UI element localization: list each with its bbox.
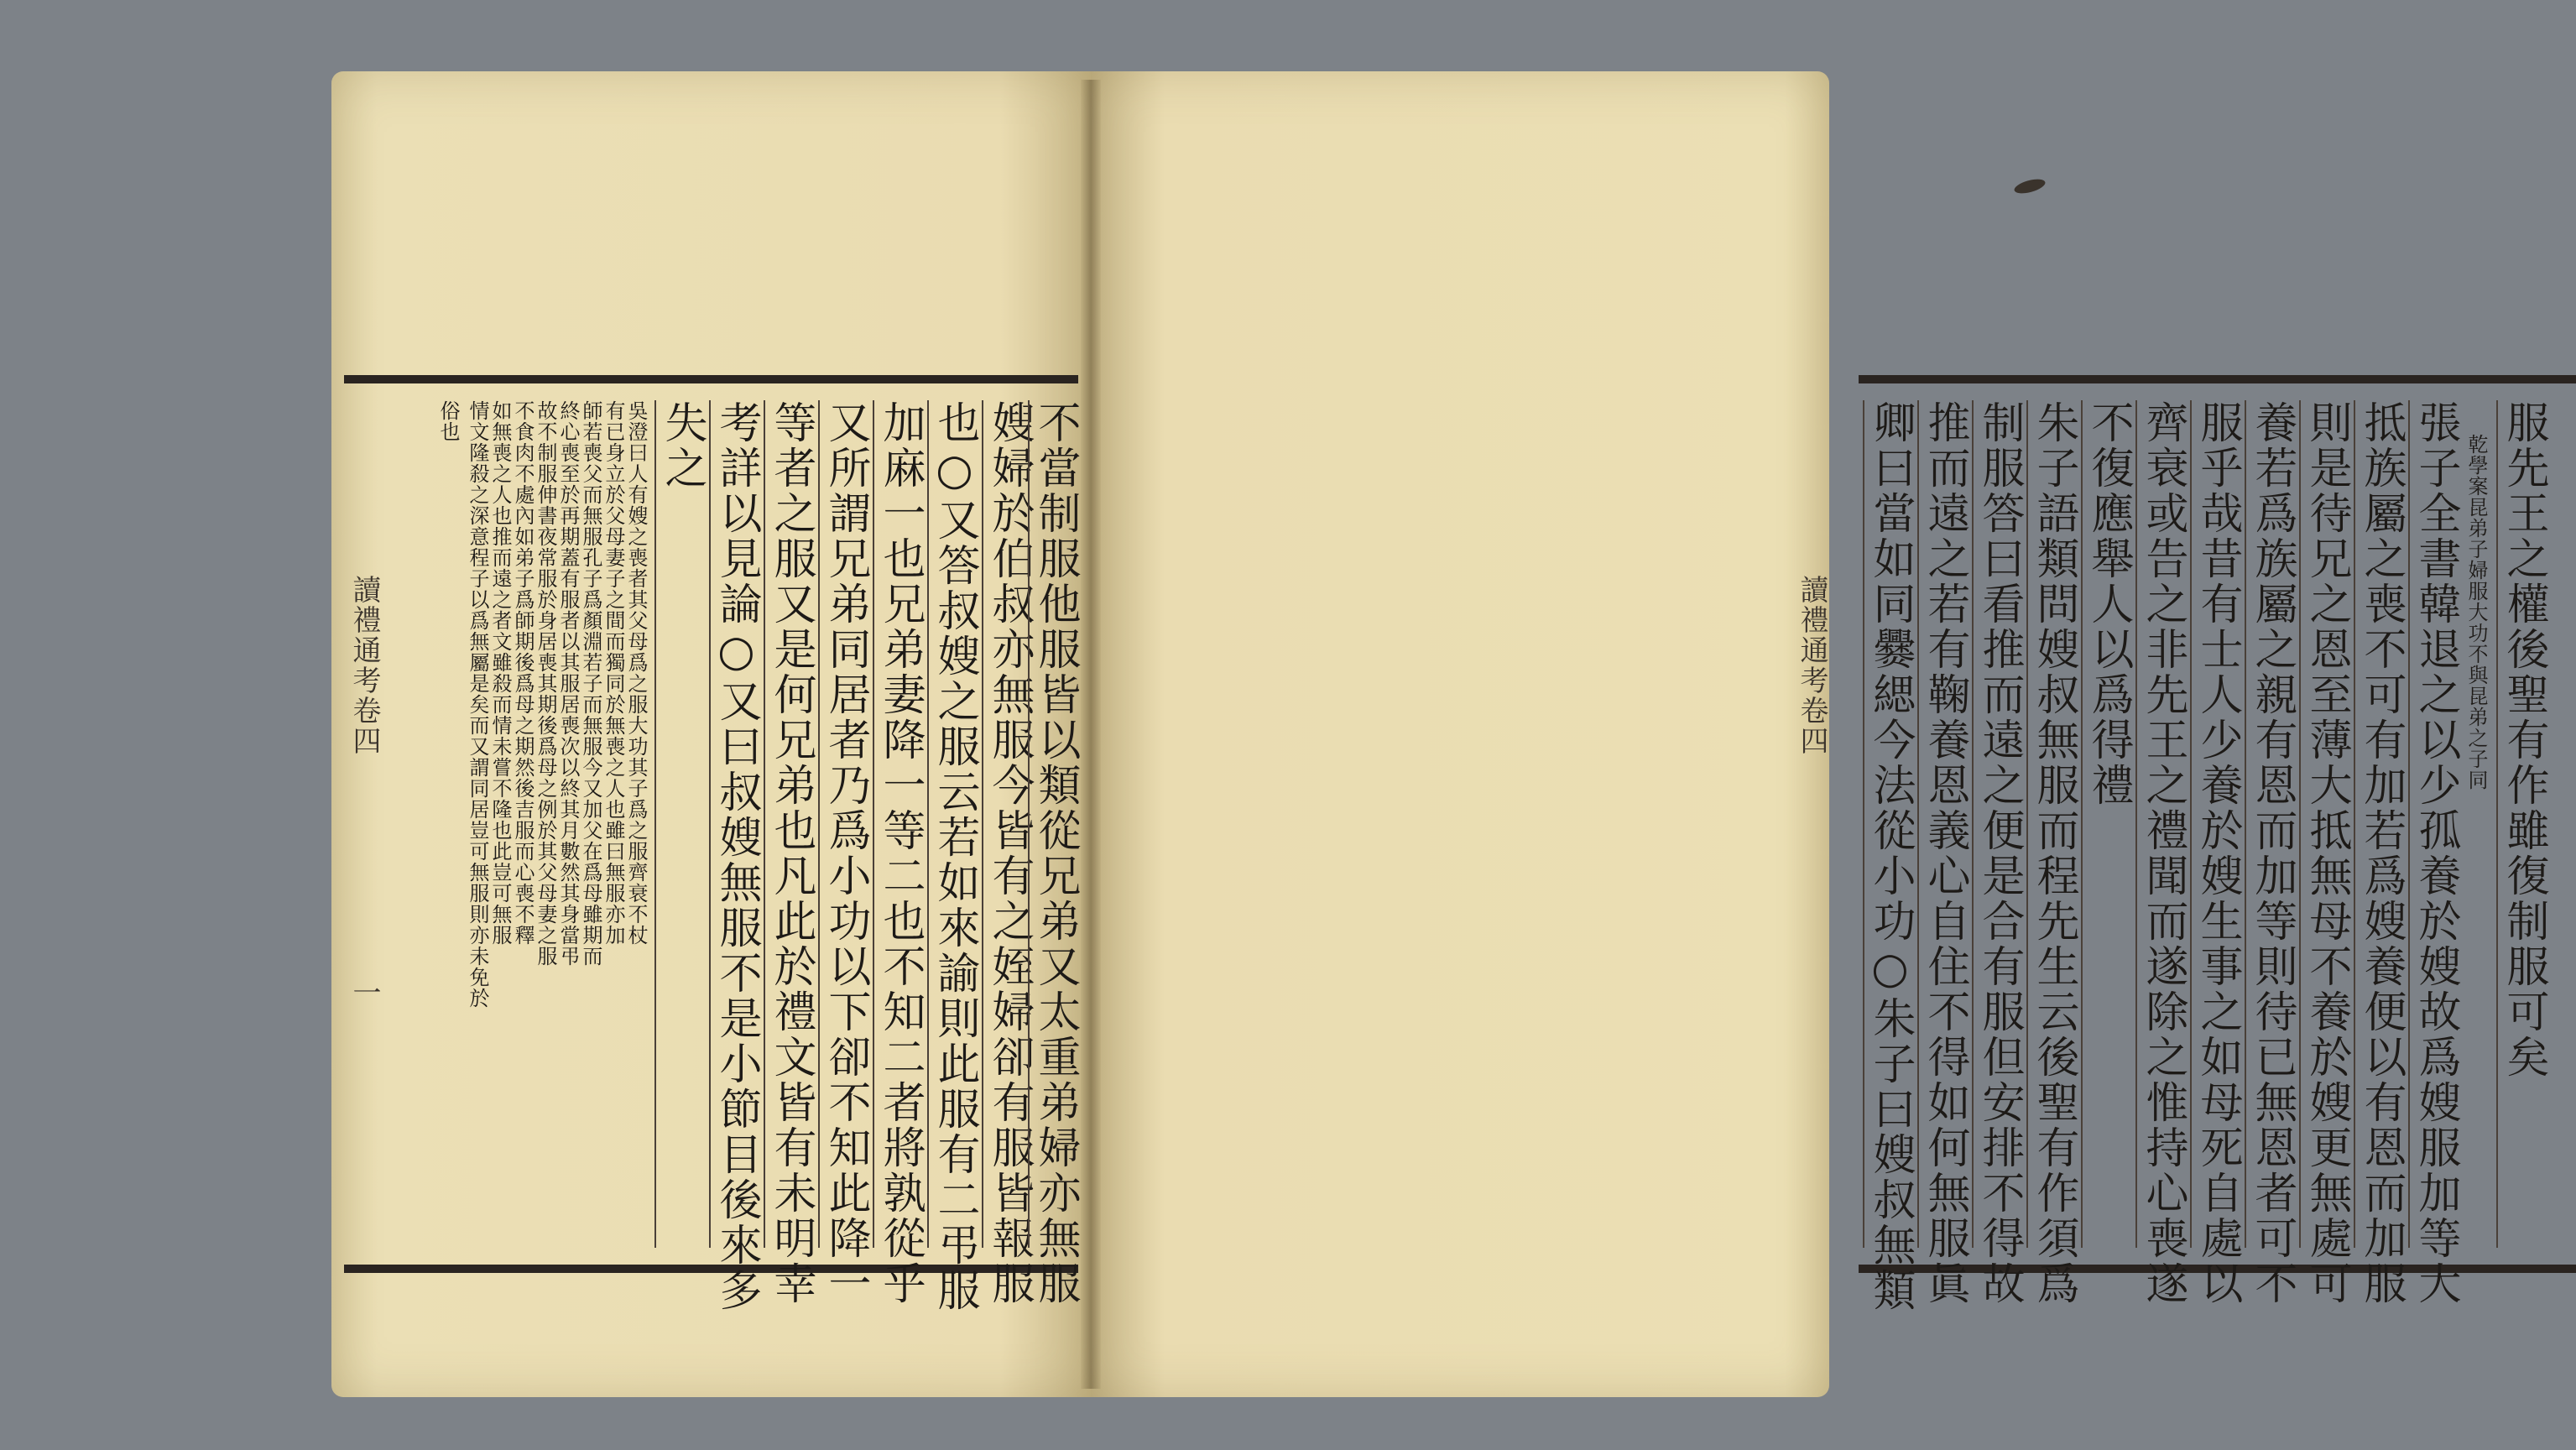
right-text-frame — [1859, 375, 2576, 1313]
book-gutter — [1081, 80, 1101, 1389]
commentary-column: 終心喪至於再期蓋有服者以其服居喪次以終其月數然其身當弔 — [556, 400, 580, 967]
text-column: 又所謂兄弟同居者乃爲小功以下卻不知此降一 — [818, 400, 870, 1248]
left-page — [331, 71, 1091, 1397]
text-column: 張子全書韓退之以少孤養於嫂故爲嫂服加等大 — [2408, 400, 2460, 1248]
fore-edge-label: 讀禮通考卷四 — [347, 575, 381, 756]
text-column: 卿曰當如同爨緦今法從小功○朱子曰嫂叔無類 — [1863, 400, 1915, 1248]
text-column: 不復應舉人以爲得禮 — [2081, 400, 2133, 1248]
ink-stain — [2013, 176, 2047, 196]
text-column: 失之 — [654, 400, 707, 1248]
open-book — [331, 63, 2548, 1406]
text-column: 抵族屬之喪不可有加若爲嫂養便以有恩而加服 — [2354, 400, 2406, 1248]
left-text-frame — [344, 375, 1080, 1313]
commentary-column: 故不制服伸書夜常服於身居喪其期後爲母之例於其父母妻之服 — [534, 400, 557, 967]
commentary-column: 不食肉不處內如弟子爲師期後爲母之期然後吉服而心喪不釋 — [511, 400, 534, 946]
leaf-number: 一 — [347, 978, 381, 1008]
text-column: 考詳以見論○又曰叔嫂無服不是小節目後來多 — [709, 400, 761, 1248]
fore-edge-label: 讀禮通考卷四 — [1795, 575, 1828, 756]
commentary-column: 有已身立於父母妻子之間而獨同於無喪之人也雖曰無服亦加 — [602, 400, 625, 946]
text-column: 服乎哉昔有士人少養於嫂生事之如母死自處以 — [2190, 400, 2242, 1248]
text-column: 齊衰或告之非先王之禮聞而遂除之惟持心喪遂 — [2135, 400, 2188, 1248]
commentary-column: 情文隆殺之深意程子以爲無屬是矣而又謂同居豈可無服則亦未免於 — [466, 400, 489, 1009]
commentary-column: 如無喪之人也推而遠之者文雖殺而情未嘗不隆也此豈可無服 — [488, 400, 512, 946]
text-column: 嫂婦於伯叔亦無服今皆有之姪婦卻有服皆報服 — [982, 400, 1034, 1248]
text-column: 不當制服他服皆以類從兄弟又太重弟婦亦無服 — [1028, 400, 1080, 1248]
text-column: 推而遠之若有鞠養恩義心自住不得如何無服眞 — [1917, 400, 1969, 1248]
text-column: 等者之服又是何兄弟也凡此於禮文皆有未明幸 — [764, 400, 816, 1248]
commentary-column: 俗也 — [436, 400, 460, 442]
commentary-column: 師若喪父而無服孔子爲顏淵若子而無服今又加父在爲母雖期而 — [579, 400, 602, 967]
text-column: 制服答曰看推而遠之便是合有服但安排不得故 — [1972, 400, 2024, 1248]
text-column: 則是待兄之恩至薄大抵無母不養於嫂更無處可 — [2299, 400, 2351, 1248]
text-column: 服先王之權後聖有作雖復制服可矣 — [2496, 400, 2548, 1248]
text-column: 也○又答叔嫂之服云若如來諭則此服有二弔服 — [927, 400, 979, 1248]
text-column: 加麻一也兄弟妻降一等二也不知二者將孰從乎 — [873, 400, 925, 1248]
text-column: 朱子語類問嫂叔無服而程先生云後聖有作須爲 — [2026, 400, 2078, 1248]
commentary-column: 吳澄曰人有嫂之喪者其父母爲之服大功其子爲之服齊衰不杖 — [624, 400, 648, 946]
right-page — [1091, 71, 2548, 1397]
text-column: 養若爲族屬之親有恩而加等則待已無恩者可不 — [2245, 400, 2297, 1248]
annotation-column: 乾學案昆弟子婦服大功不與昆弟之子同 — [2464, 434, 2488, 790]
